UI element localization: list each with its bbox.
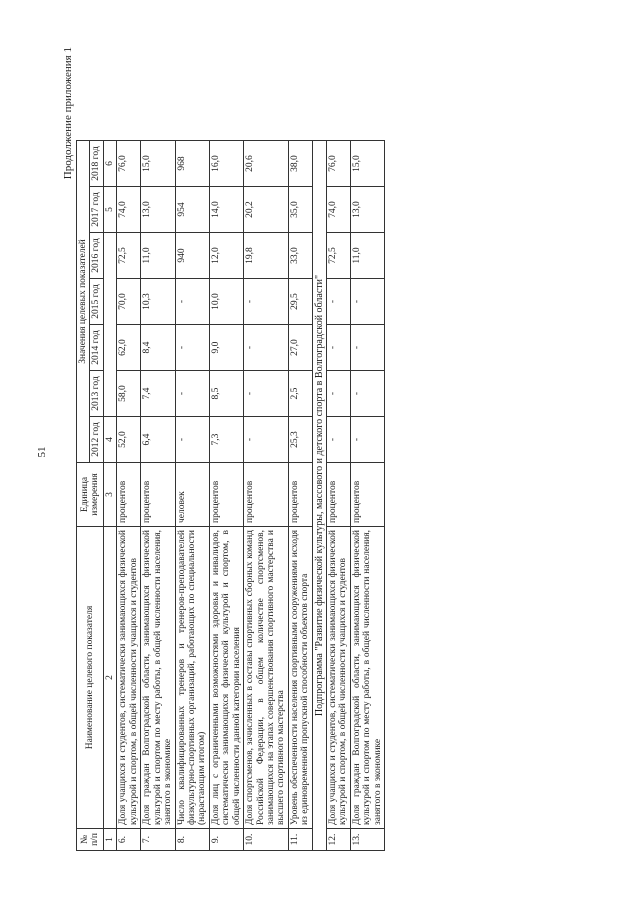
row-number: 11. xyxy=(288,829,312,851)
indicator-value: 16,0 xyxy=(209,141,243,187)
indicator-value: 8,4 xyxy=(141,325,175,371)
indicator-value: - xyxy=(350,417,384,463)
page-number: 51 xyxy=(36,446,48,458)
indicator-value: - xyxy=(175,325,209,371)
indicators-table xyxy=(76,140,385,851)
indicator-value: 38,0 xyxy=(288,141,312,187)
header-year: 2014 год xyxy=(90,325,103,371)
indicator-unit: человек xyxy=(175,463,209,527)
indicator-value: - xyxy=(244,417,289,463)
indicator-name: Доля граждан Волгоградской области, занимающихся физической культурой и спортом по месту работы, в общей численности населения, занятого в экономике xyxy=(141,527,175,829)
row-number: 9. xyxy=(209,829,243,851)
indicator-value: - xyxy=(244,325,289,371)
table-row xyxy=(288,141,312,851)
indicator-value: - xyxy=(326,279,350,325)
header-year: 2012 год xyxy=(90,417,103,463)
header-year: 2017 год xyxy=(90,187,103,233)
indicator-value: - xyxy=(244,371,289,417)
indicator-value: - xyxy=(244,279,289,325)
table-row xyxy=(326,141,350,851)
indicator-name: Уровень обеспеченности населения спортивными сооружениями исходя из единовременной пропускной способности объектов спорта xyxy=(288,527,312,829)
row-number: 13. xyxy=(350,829,384,851)
indicator-value: - xyxy=(175,279,209,325)
header-year: 2013 год xyxy=(90,371,103,417)
indicator-value: - xyxy=(326,417,350,463)
indicator-value: 12,0 xyxy=(209,233,243,279)
indicator-value: 76,0 xyxy=(326,141,350,187)
indicator-unit: процентов xyxy=(244,463,289,527)
indicator-value: - xyxy=(175,417,209,463)
table-row xyxy=(141,141,175,851)
indicator-value: 10,3 xyxy=(141,279,175,325)
header-year: 2016 год xyxy=(90,233,103,279)
indicator-value: 7,4 xyxy=(141,371,175,417)
indicator-value: 11,0 xyxy=(141,233,175,279)
indicator-value: 7,3 xyxy=(209,417,243,463)
row-number: 8. xyxy=(175,829,209,851)
indicator-unit: процентов xyxy=(288,463,312,527)
indicator-value: 74,0 xyxy=(326,187,350,233)
indicator-value: 58,0 xyxy=(117,371,141,417)
table-row xyxy=(117,141,141,851)
indicator-unit: процентов xyxy=(326,463,350,527)
indicator-value: 76,0 xyxy=(117,141,141,187)
indicator-value: 25,3 xyxy=(288,417,312,463)
indicator-value: 62,0 xyxy=(117,325,141,371)
indicator-value: 72,5 xyxy=(326,233,350,279)
indicator-value: 35,0 xyxy=(288,187,312,233)
row-number: 7. xyxy=(141,829,175,851)
indicator-name: Доля граждан Волгоградской области, занимающихся физической культурой и спортом по месту работы, в общей численности населения, занятого в экономике xyxy=(350,527,384,829)
indicator-value: - xyxy=(326,371,350,417)
table-row xyxy=(350,141,384,851)
header-year: 2015 год xyxy=(90,279,103,325)
indicator-value: - xyxy=(175,371,209,417)
row-number: 10. xyxy=(244,829,289,851)
indicator-name: Доля учащихся и студентов, систематически занимающихся физической культурой и спортом, в общей численности учащихся и студентов xyxy=(326,527,350,829)
indicator-value: 70,0 xyxy=(117,279,141,325)
indicator-value: 11,0 xyxy=(350,233,384,279)
col-number: 5 xyxy=(103,187,116,233)
indicator-value: - xyxy=(350,279,384,325)
indicator-value: 13,0 xyxy=(141,187,175,233)
col-number: 3 xyxy=(103,463,116,527)
header-year: 2018 год xyxy=(90,141,103,187)
indicator-name: Доля лиц с ограниченными возможностями здоровья и инвалидов, систематически занимающихся физической культурой и спортом, в общей численности данной категории населения xyxy=(209,527,243,829)
indicator-value: 29,5 xyxy=(288,279,312,325)
indicator-value: 15,0 xyxy=(350,141,384,187)
row-number: 12. xyxy=(326,829,350,851)
header-values-group: Значения целевых показателей xyxy=(77,141,90,463)
header-unit: Единица измерения xyxy=(77,463,104,527)
continuation-note: Продолжение приложения 1 xyxy=(62,47,74,180)
indicator-value: - xyxy=(326,325,350,371)
col-number: 2 xyxy=(103,527,116,829)
indicator-value: 72,5 xyxy=(117,233,141,279)
indicator-value: 20,6 xyxy=(244,141,289,187)
col-number: 4 xyxy=(103,417,116,463)
indicator-unit: процентов xyxy=(141,463,175,527)
indicator-value: 940 xyxy=(175,233,209,279)
indicator-unit: процентов xyxy=(117,463,141,527)
indicator-name: Число квалифицированных тренеров и тренеров-преподавателей физкультурно-спортивных организаций, работающих по специальности (нарастающим итогом) xyxy=(175,527,209,829)
indicator-value: 27,0 xyxy=(288,325,312,371)
header-num: № п/п xyxy=(77,829,104,851)
header-name: Наименование целевого показателя xyxy=(77,527,104,829)
indicator-unit: процентов xyxy=(350,463,384,527)
indicator-value: 2,5 xyxy=(288,371,312,417)
indicator-value: - xyxy=(350,325,384,371)
indicator-value: 14,0 xyxy=(209,187,243,233)
indicator-value: 20,2 xyxy=(244,187,289,233)
indicator-value: 9,0 xyxy=(209,325,243,371)
subprogram-title: Подпрограмма "Развитие физической культуры, массового и детского спорта в Волгоградской области" xyxy=(312,141,326,851)
indicator-value: 10,0 xyxy=(209,279,243,325)
col-number: 6 xyxy=(103,141,116,187)
indicator-value: 19,8 xyxy=(244,233,289,279)
table-row xyxy=(244,141,289,851)
indicator-name: Доля учащихся и студентов, систематически занимающихся физической культурой и спортом, в общей численности учащихся и студентов xyxy=(117,527,141,829)
indicator-name: Доля спортсменов, зачисленных в составы спортивных сборных команд Российской Федерации, в общем количестве спортсменов, занимающихся на этапах совершенствования спортивного мастерства и высшего спортивного мастерства xyxy=(244,527,289,829)
col-number: 1 xyxy=(103,829,116,851)
indicator-value: 15,0 xyxy=(141,141,175,187)
indicator-value: 8,5 xyxy=(209,371,243,417)
indicator-value: 13,0 xyxy=(350,187,384,233)
indicator-unit: процентов xyxy=(209,463,243,527)
indicator-value: 968 xyxy=(175,141,209,187)
rotated-page xyxy=(58,43,580,855)
table-row xyxy=(175,141,209,851)
row-number: 6. xyxy=(117,829,141,851)
indicator-value: 6,4 xyxy=(141,417,175,463)
indicator-value: 52,0 xyxy=(117,417,141,463)
indicator-value: 33,0 xyxy=(288,233,312,279)
indicator-value: - xyxy=(350,371,384,417)
indicator-value: 954 xyxy=(175,187,209,233)
table-row xyxy=(209,141,243,851)
indicator-value: 74,0 xyxy=(117,187,141,233)
